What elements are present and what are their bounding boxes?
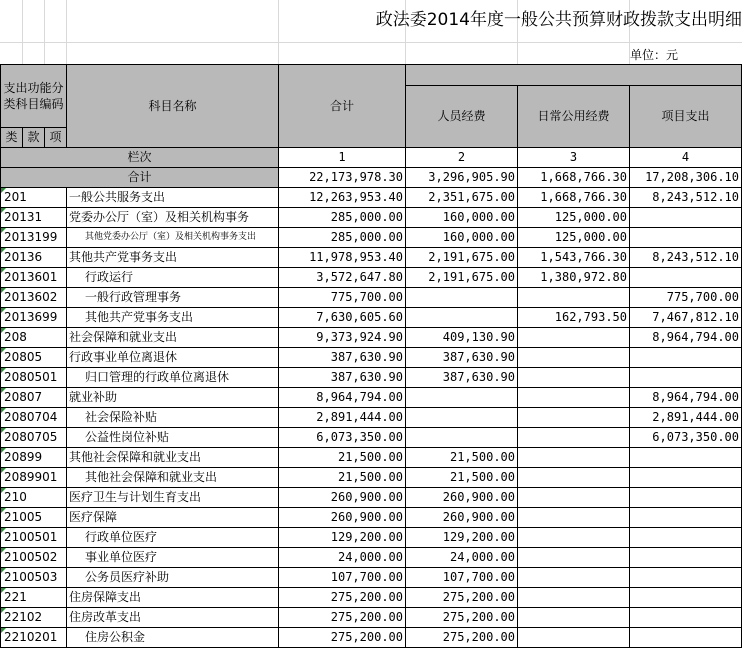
table-row	[1, 608, 742, 628]
table-row	[1, 488, 742, 508]
row-total: 129,200.00	[279, 528, 406, 548]
row-subject-name: 行政运行	[67, 268, 279, 288]
row-daily	[518, 508, 630, 528]
table-row	[1, 188, 742, 208]
row-personnel: 275,200.00	[406, 608, 518, 628]
row-code: 2013699	[1, 308, 67, 328]
row-project: 8,243,512.10	[630, 188, 742, 208]
row-personnel: 2,191,675.00	[406, 248, 518, 268]
table-row	[1, 328, 742, 348]
row-personnel: 21,500.00	[406, 468, 518, 488]
row-project: 7,467,812.10	[630, 308, 742, 328]
row-personnel	[406, 308, 518, 328]
row-personnel: 2,191,675.00	[406, 268, 518, 288]
table-row	[1, 208, 742, 228]
row-code: 221	[1, 588, 67, 608]
total-row-daily: 1,668,766.30	[518, 168, 630, 188]
row-project	[630, 508, 742, 528]
row-code: 20805	[1, 348, 67, 368]
table-row	[1, 248, 742, 268]
row-project: 8,964,794.00	[630, 388, 742, 408]
row-total: 387,630.90	[279, 348, 406, 368]
row-code: 2100502	[1, 548, 67, 568]
row-code: 2080705	[1, 428, 67, 448]
row-daily: 162,793.50	[518, 308, 630, 328]
row-project	[630, 528, 742, 548]
header-personnel: 人员经费	[406, 86, 518, 148]
row-daily	[518, 568, 630, 588]
row-code: 22102	[1, 608, 67, 628]
row-total: 387,630.90	[279, 368, 406, 388]
row-subject-name: 其他共产党事务支出	[67, 248, 279, 268]
row-code: 20807	[1, 388, 67, 408]
row-personnel: 275,200.00	[406, 628, 518, 648]
row-code: 2100503	[1, 568, 67, 588]
row-project: 2,891,444.00	[630, 408, 742, 428]
row-personnel: 160,000.00	[406, 208, 518, 228]
row-total: 3,572,647.80	[279, 268, 406, 288]
row-daily: 125,000.00	[518, 208, 630, 228]
row-subject-name: 行政单位医疗	[67, 528, 279, 548]
row-subject-name: 其他社会保障和就业支出	[67, 468, 279, 488]
row-subject-name: 其他社会保障和就业支出	[67, 448, 279, 468]
row-personnel: 160,000.00	[406, 228, 518, 248]
row-project	[630, 628, 742, 648]
table-row	[1, 548, 742, 568]
row-subject-name: 就业补助	[67, 388, 279, 408]
row-project	[630, 588, 742, 608]
header-func-code: 支出功能分类科目编码	[1, 65, 67, 128]
header-daily: 日常公用经费	[518, 86, 630, 148]
row-personnel	[406, 288, 518, 308]
row-personnel	[406, 388, 518, 408]
table-row	[1, 448, 742, 468]
row-personnel: 275,200.00	[406, 588, 518, 608]
row-total: 285,000.00	[279, 228, 406, 248]
table-row	[1, 388, 742, 408]
total-row-total: 22,173,978.30	[279, 168, 406, 188]
row-total: 9,373,924.90	[279, 328, 406, 348]
row-total: 260,900.00	[279, 488, 406, 508]
row-total: 24,000.00	[279, 548, 406, 568]
row-personnel: 21,500.00	[406, 448, 518, 468]
row-code: 210	[1, 488, 67, 508]
row-personnel: 387,630.90	[406, 368, 518, 388]
row-daily	[518, 288, 630, 308]
row-code: 2080704	[1, 408, 67, 428]
row-subject-name: 一般行政管理事务	[67, 288, 279, 308]
header-subject-name: 科目名称	[67, 65, 279, 148]
table-row	[1, 228, 742, 248]
row-daily	[518, 548, 630, 568]
row-project	[630, 348, 742, 368]
row-subject-name: 行政事业单位离退休	[67, 348, 279, 368]
total-row-project: 17,208,306.10	[630, 168, 742, 188]
row-code: 208	[1, 328, 67, 348]
row-subject-name: 其他党委办公厅（室）及相关机构事务支出	[67, 228, 279, 248]
table-row	[1, 368, 742, 388]
table-row	[1, 508, 742, 528]
lanci-label: 栏次	[1, 148, 279, 168]
col-index-1: 1	[279, 148, 406, 168]
row-daily	[518, 428, 630, 448]
row-code: 2013602	[1, 288, 67, 308]
row-daily	[518, 588, 630, 608]
row-project	[630, 208, 742, 228]
col-index-3: 3	[518, 148, 630, 168]
row-daily	[518, 448, 630, 468]
row-project	[630, 568, 742, 588]
table-row	[1, 468, 742, 488]
row-personnel: 260,900.00	[406, 508, 518, 528]
row-project	[630, 608, 742, 628]
row-code: 2080501	[1, 368, 67, 388]
table-row	[1, 408, 742, 428]
row-personnel: 409,130.90	[406, 328, 518, 348]
row-project: 775,700.00	[630, 288, 742, 308]
row-subject-name: 医疗卫生与计划生育支出	[67, 488, 279, 508]
col-index-4: 4	[630, 148, 742, 168]
expenditure-table	[0, 64, 742, 648]
row-daily: 1,668,766.30	[518, 188, 630, 208]
row-subject-name: 党委办公厅（室）及相关机构事务	[67, 208, 279, 228]
row-total: 107,700.00	[279, 568, 406, 588]
row-subject-name: 公益性岗位补贴	[67, 428, 279, 448]
row-daily	[518, 368, 630, 388]
row-daily: 1,543,766.30	[518, 248, 630, 268]
row-total: 275,200.00	[279, 588, 406, 608]
row-personnel	[406, 408, 518, 428]
total-row-personnel: 3,296,905.90	[406, 168, 518, 188]
row-project	[630, 268, 742, 288]
row-daily	[518, 388, 630, 408]
header-total: 合计	[279, 65, 406, 148]
row-code: 2100501	[1, 528, 67, 548]
row-code: 20131	[1, 208, 67, 228]
row-daily	[518, 488, 630, 508]
row-project: 6,073,350.00	[630, 428, 742, 448]
total-row-label: 合计	[1, 168, 279, 188]
row-total: 11,978,953.40	[279, 248, 406, 268]
row-daily	[518, 628, 630, 648]
row-subject-name: 事业单位医疗	[67, 548, 279, 568]
header-lei: 类	[1, 128, 23, 148]
row-daily: 125,000.00	[518, 228, 630, 248]
table-row	[1, 268, 742, 288]
row-project	[630, 448, 742, 468]
row-code: 2013601	[1, 268, 67, 288]
row-code: 201	[1, 188, 67, 208]
row-daily	[518, 608, 630, 628]
row-personnel: 24,000.00	[406, 548, 518, 568]
row-daily	[518, 468, 630, 488]
row-total: 775,700.00	[279, 288, 406, 308]
table-row	[1, 568, 742, 588]
row-total: 275,200.00	[279, 628, 406, 648]
row-total: 12,263,953.40	[279, 188, 406, 208]
row-personnel	[406, 428, 518, 448]
row-total: 275,200.00	[279, 608, 406, 628]
header-xiang: 项	[45, 128, 67, 148]
row-subject-name: 公务员医疗补助	[67, 568, 279, 588]
row-daily	[518, 528, 630, 548]
row-code: 20136	[1, 248, 67, 268]
col-index-2: 2	[406, 148, 518, 168]
table-row	[1, 428, 742, 448]
row-code: 20899	[1, 448, 67, 468]
row-total: 285,000.00	[279, 208, 406, 228]
row-total: 21,500.00	[279, 468, 406, 488]
row-project	[630, 368, 742, 388]
row-subject-name: 住房改革支出	[67, 608, 279, 628]
row-personnel: 387,630.90	[406, 348, 518, 368]
table-row	[1, 528, 742, 548]
row-subject-name: 其他共产党事务支出	[67, 308, 279, 328]
row-daily	[518, 408, 630, 428]
row-total: 8,964,794.00	[279, 388, 406, 408]
table-row	[1, 288, 742, 308]
row-code: 2210201	[1, 628, 67, 648]
row-code: 21005	[1, 508, 67, 528]
header-group-blank	[406, 65, 742, 86]
row-subject-name: 归口管理的行政单位离退休	[67, 368, 279, 388]
row-total: 6,073,350.00	[279, 428, 406, 448]
row-subject-name: 医疗保障	[67, 508, 279, 528]
row-subject-name: 社会保险补贴	[67, 408, 279, 428]
row-project	[630, 468, 742, 488]
row-personnel: 129,200.00	[406, 528, 518, 548]
report-title: 政法委2014年度一般公共预算财政拨款支出明细	[375, 10, 742, 30]
row-subject-name: 住房保障支出	[67, 588, 279, 608]
header-project: 项目支出	[630, 86, 742, 148]
row-project: 8,964,794.00	[630, 328, 742, 348]
row-daily: 1,380,972.80	[518, 268, 630, 288]
row-subject-name: 一般公共服务支出	[67, 188, 279, 208]
row-total: 260,900.00	[279, 508, 406, 528]
row-project	[630, 488, 742, 508]
table-row	[1, 628, 742, 648]
row-project	[630, 228, 742, 248]
total-row	[1, 168, 742, 188]
unit-label: 单位：元	[630, 48, 679, 62]
header-kuan: 款	[23, 128, 45, 148]
row-subject-name: 住房公积金	[67, 628, 279, 648]
table-row	[1, 588, 742, 608]
row-code: 2089901	[1, 468, 67, 488]
row-subject-name: 社会保障和就业支出	[67, 328, 279, 348]
row-personnel: 107,700.00	[406, 568, 518, 588]
row-daily	[518, 328, 630, 348]
row-total: 2,891,444.00	[279, 408, 406, 428]
row-personnel: 260,900.00	[406, 488, 518, 508]
row-personnel: 2,351,675.00	[406, 188, 518, 208]
row-project: 8,243,512.10	[630, 248, 742, 268]
table-row	[1, 348, 742, 368]
row-total: 21,500.00	[279, 448, 406, 468]
row-daily	[518, 348, 630, 368]
row-total: 7,630,605.60	[279, 308, 406, 328]
row-code: 2013199	[1, 228, 67, 248]
table-row	[1, 308, 742, 328]
row-project	[630, 548, 742, 568]
